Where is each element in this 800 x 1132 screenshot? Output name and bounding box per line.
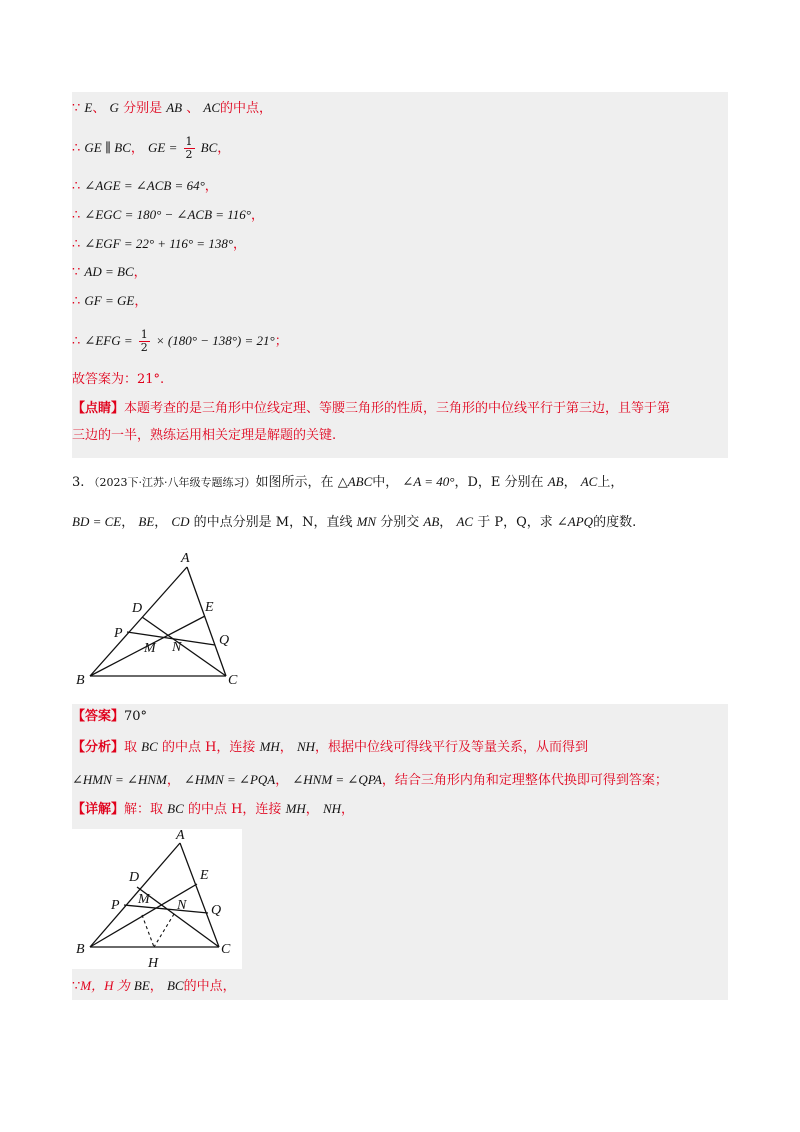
solution-line-6: ∵ AD = BC， (72, 264, 147, 280)
label-n: N (172, 640, 182, 655)
answer-line: 故答案为：21°. (72, 372, 165, 387)
label-b: B (76, 673, 85, 688)
label-c-2: C (221, 942, 231, 957)
solution-line-4: ∴ ∠EGC = 180° − ∠ACB = 116°， (72, 207, 265, 223)
fraction-half-2: $\frac{1}{2}$ (140, 328, 148, 354)
label-c: C (228, 673, 238, 688)
segment-ac (187, 567, 226, 676)
label-e-2: E (200, 868, 209, 883)
fraction-half: $\frac{1}{2}$ (185, 135, 193, 161)
final-line: ∵M，H 为 BE， BC的中点， (72, 978, 236, 994)
label-n-2: N (177, 898, 187, 913)
solution-line-2: ∴ GE ∥ BC， GE = $\frac{1}{2}$ BC， (72, 135, 231, 161)
segment-ab-2 (90, 843, 180, 947)
segment-mh-dashed (142, 915, 154, 947)
detail-line: 【详解】解：取 BC 的中点 H，连接 MH， NH， (72, 801, 355, 817)
label-h-2: H (148, 956, 159, 971)
analysis-line-1: 【分析】取 BC 的中点 H，连接 MH， NH，根据中位线可得线平行及等量关系，从而得到 (72, 739, 589, 755)
label-q-2: Q (211, 903, 222, 918)
label-d-2: D (129, 870, 140, 885)
triangle-figure-2 (72, 829, 242, 971)
segment-ac-2 (180, 843, 222, 947)
comment-line-1: 【点睛】本题考查的是三角形中位线定理、等腰三角形的性质，三角形的中位线平行于第三边，且等于第 (72, 401, 671, 416)
triangle-figure-1 (76, 552, 256, 692)
solution-line-1: ∵ E、 G 分别是 AB 、 AC的中点， (72, 100, 273, 116)
label-m-2: M (138, 892, 150, 907)
problem-line-1: 3. （2023下·江苏·八年级专题练习）如图所示，在 △ABC中， ∠A = 40°，D，E 分别在 AB， AC上， (72, 474, 624, 490)
label-e: E (205, 600, 214, 615)
solution-line-5: ∴ ∠EGF = 22° + 116° = 138°， (72, 236, 247, 252)
label-b-2: B (76, 942, 85, 957)
problem-line-2: BD = CE， BE， CD 的中点分别是 M，N，直线 MN 分别交 AB， AC 于 P，Q，求 ∠APQ的度数. (72, 514, 637, 530)
solution-line-3: ∴ ∠AGE = ∠ACB = 64°， (72, 178, 218, 194)
answer-tag-line: 【答案】70° (72, 709, 148, 724)
label-p: P (114, 626, 123, 641)
solution-line-8: ∴ ∠EFG = $\frac{1}{2}$ × (180° − 138°) = 21°； (72, 328, 288, 354)
label-p-2: P (111, 898, 120, 913)
label-d: D (132, 601, 143, 616)
line-pq-2 (124, 905, 208, 913)
segment-nh-dashed (154, 914, 174, 947)
label-a-2: A (176, 829, 185, 843)
solution-line-7: ∴ GF = GE， (72, 293, 148, 309)
segment-ab (90, 567, 187, 676)
label-q: Q (219, 633, 230, 648)
label-a: A (181, 552, 190, 566)
comment-line-2: 三边的一半，熟练运用相关定理是解题的关键. (72, 428, 337, 443)
label-m: M (144, 641, 156, 656)
analysis-line-2: ∠HMN = ∠HNM， ∠HMN = ∠PQA， ∠HNM = ∠QPA，结合三角形内角和定理整体代换即可得到答案； (72, 772, 668, 788)
